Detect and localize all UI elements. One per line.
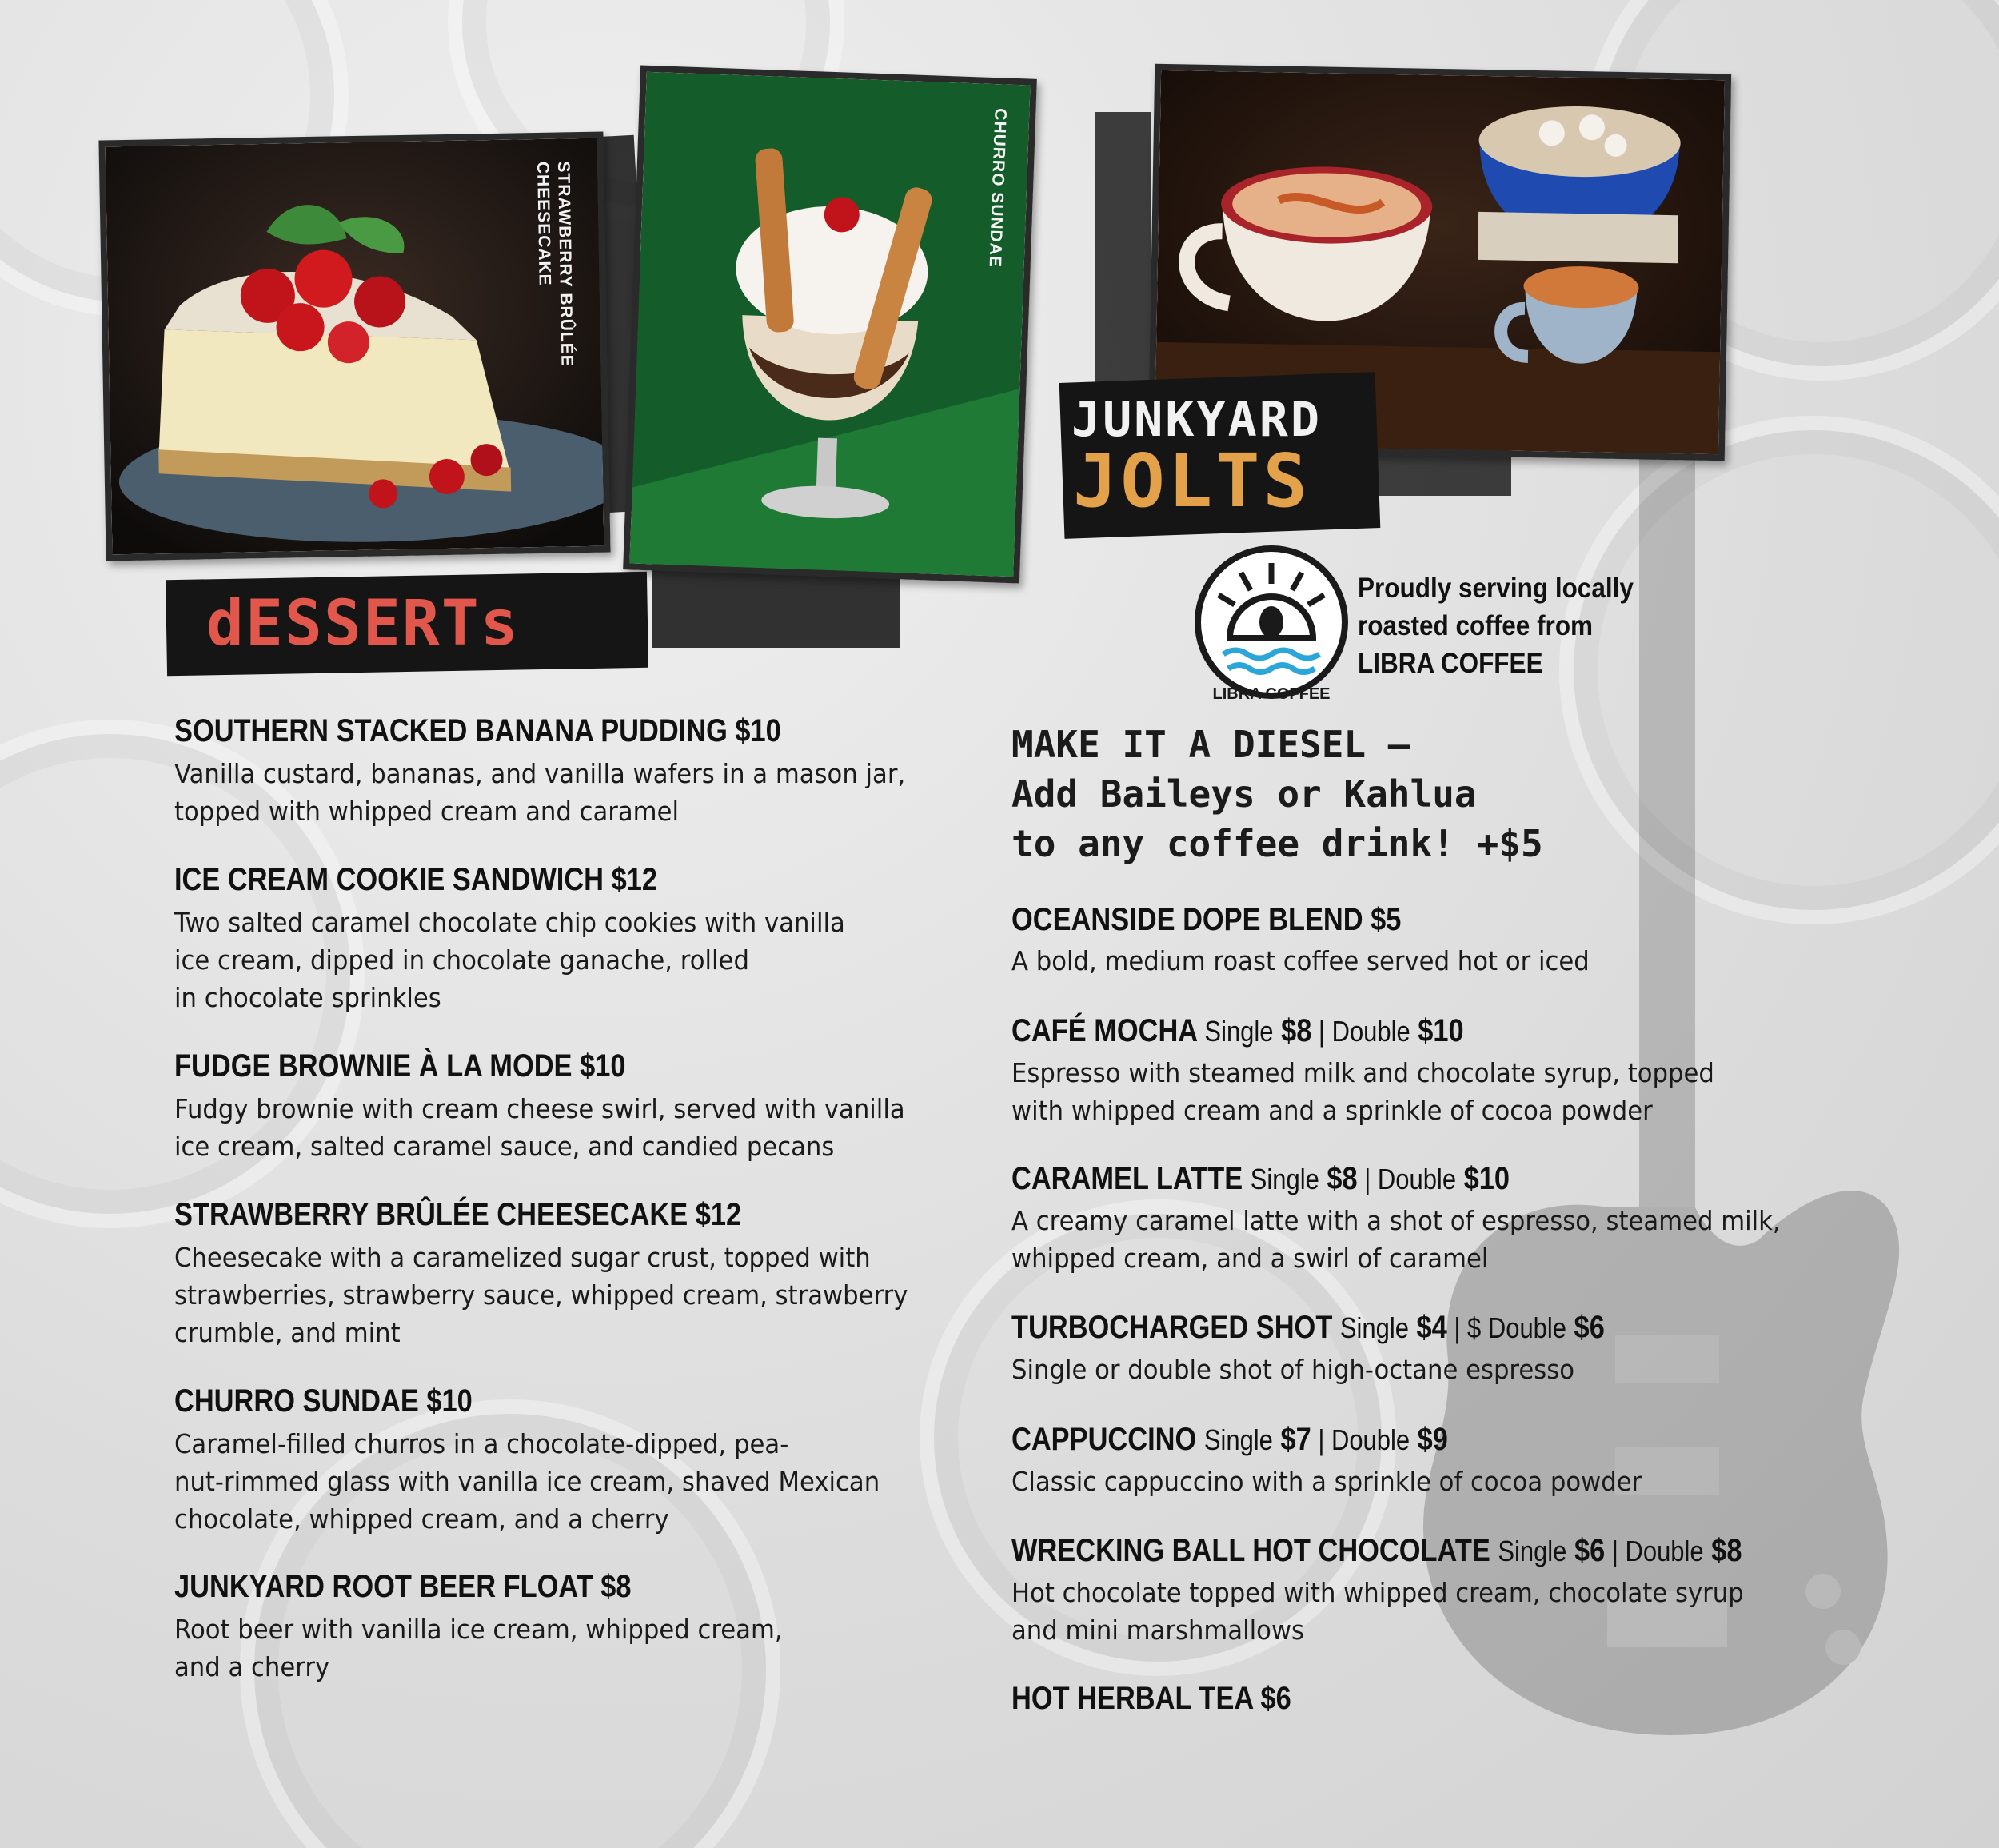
- coffee-item-desc: [1011, 942, 1590, 980]
- dessert-item-name: CHURRO SUNDAE $10: [174, 1383, 473, 1419]
- single-label: Single: [1498, 1535, 1567, 1567]
- cheesecake-photo-caption: [532, 161, 577, 367]
- coffee-item-desc: [1011, 1054, 1714, 1129]
- desc-line: strawberries, strawberry sauce, whipped cream, strawberry: [174, 1279, 908, 1311]
- desc-line: whipped cream, and a swirl of caramel: [1011, 1243, 1489, 1274]
- coffee-item-desc: [1011, 1351, 1574, 1388]
- coffee-item-name: [1011, 1310, 1605, 1346]
- single-price: $6: [1574, 1533, 1606, 1568]
- churro-sundae-photo: [623, 66, 1037, 584]
- item-title: TURBOCHARGED SHOT: [1011, 1310, 1333, 1345]
- coffee-item-name: [1011, 1422, 1448, 1458]
- coffee-item-name: [1011, 1013, 1464, 1049]
- desc-line: crumble, and mint: [174, 1317, 401, 1348]
- double-label: Double: [1331, 1423, 1410, 1456]
- dessert-item-desc: [174, 904, 845, 1016]
- coffee-item-desc: [1011, 1574, 1744, 1649]
- desc-line: Single or double shot of high-octane espresso: [1011, 1354, 1575, 1385]
- dessert-item-name: ICE CREAM COOKIE SANDWICH $12: [174, 862, 657, 897]
- desc-line: Classic cappuccino with a sprinkle of cocoa powder: [1011, 1466, 1642, 1497]
- splatter-decoration: [1095, 112, 1151, 384]
- double-price: $8: [1711, 1533, 1742, 1568]
- promo-line: Add Baileys or Kahlua: [1011, 772, 1477, 816]
- single-label: Single: [1250, 1163, 1319, 1195]
- desc-line: chocolate, whipped cream, and a cherry: [174, 1503, 669, 1535]
- coffee-item-name: HOT HERBAL TEA $6: [1011, 1681, 1291, 1716]
- dessert-item-desc: [174, 1239, 908, 1351]
- double-price: $6: [1574, 1310, 1605, 1345]
- desc-line: ice cream, salted caramel sauce, and candied pecans: [174, 1131, 835, 1162]
- double-label: Double: [1625, 1535, 1704, 1567]
- item-title: CAFÉ MOCHA: [1011, 1013, 1197, 1048]
- coffee-item-name: [1011, 1533, 1742, 1569]
- desc-line: nut-rimmed glass with vanilla ice cream, shaved Mexican: [174, 1466, 880, 1497]
- desc-line: Fudgy brownie with cream cheese swirl, served with vanilla: [174, 1093, 905, 1124]
- price-separator: |: [1611, 1535, 1618, 1567]
- promo-line: MAKE IT A DIESEL –: [1011, 723, 1410, 766]
- libra-coffee-logo: [1191, 542, 1351, 710]
- item-title: CAPPUCCINO: [1011, 1422, 1197, 1457]
- price-separator: |: [1364, 1163, 1371, 1195]
- item-title: WRECKING BALL HOT CHOCOLATE: [1011, 1533, 1490, 1568]
- single-price: $7: [1280, 1422, 1311, 1457]
- desc-line: Vanilla custard, bananas, and vanilla wafers in a mason jar,: [174, 758, 906, 789]
- libra-logo-text: LIBRA COFFEE: [1212, 685, 1331, 703]
- jolts-title-line2: JOLTS: [1073, 438, 1311, 524]
- dessert-item-desc: [174, 1611, 783, 1686]
- price-separator: |: [1318, 1015, 1325, 1048]
- dessert-item-desc: [174, 755, 905, 830]
- dessert-item-desc: [174, 1090, 905, 1165]
- promo-line: to any coffee drink! +$5: [1011, 822, 1543, 865]
- double-price: $10: [1463, 1161, 1510, 1196]
- jolts-title-line1: JUNKYARD: [1071, 392, 1322, 448]
- desc-line: A creamy caramel latte with a shot of espresso, steamed milk,: [1011, 1205, 1781, 1236]
- coffee-item-desc: [1011, 1463, 1642, 1500]
- desc-line: Caramel-filled churros in a chocolate-dipped, pea-: [174, 1428, 789, 1459]
- caption-line: CHEESECAKE: [533, 161, 554, 286]
- sundae-photo-caption: CHURRO SUNDAE: [985, 107, 1010, 269]
- double-label: Double: [1331, 1015, 1410, 1048]
- desc-line: Root beer with vanilla ice cream, whipped cream,: [174, 1614, 783, 1645]
- dessert-item-desc: [174, 1425, 880, 1538]
- desc-line: with whipped cream and a sprinkle of cocoa powder: [1011, 1095, 1653, 1126]
- price-separator: |: [1318, 1423, 1325, 1456]
- double-label: $ Double: [1467, 1311, 1566, 1344]
- desc-line: topped with whipped cream and caramel: [174, 796, 679, 827]
- single-price: $8: [1281, 1013, 1312, 1048]
- double-price: $9: [1417, 1422, 1448, 1457]
- dessert-item-name: STRAWBERRY BRÛLÉE CHEESECAKE $12: [174, 1197, 742, 1232]
- single-label: Single: [1203, 1423, 1273, 1456]
- desc-line: Espresso with steamed milk and chocolate syrup, topped: [1011, 1057, 1714, 1088]
- cheesecake-photo: [98, 132, 610, 561]
- desc-line: Cheesecake with a caramelized sugar crust, topped with: [174, 1242, 871, 1273]
- single-price: $4: [1416, 1310, 1447, 1345]
- coffee-item-name: [1011, 1161, 1510, 1197]
- libra-tagline-line: LIBRA COFFEE: [1358, 648, 1543, 679]
- item-title: CARAMEL LATTE: [1011, 1161, 1243, 1196]
- coffee-item-name: OCEANSIDE DOPE BLEND $5: [1011, 902, 1402, 937]
- desc-line: ice cream, dipped in chocolate ganache, rolled: [174, 944, 749, 976]
- diesel-promo: [1011, 720, 1543, 868]
- desc-line: and mini marshmallows: [1011, 1615, 1305, 1646]
- libra-tagline-line: Proudly serving locally: [1358, 573, 1634, 604]
- price-separator: |: [1454, 1311, 1461, 1344]
- single-label: Single: [1339, 1311, 1409, 1344]
- desc-line: Two salted caramel chocolate chip cookies with vanilla: [174, 907, 845, 938]
- desc-line: Hot chocolate topped with whipped cream, chocolate syrup: [1011, 1577, 1744, 1608]
- single-label: Single: [1204, 1015, 1274, 1048]
- desc-line: A bold, medium roast coffee served hot or iced: [1011, 945, 1590, 976]
- single-price: $8: [1327, 1161, 1358, 1196]
- coffee-item-desc: [1011, 1202, 1781, 1277]
- double-price: $10: [1418, 1013, 1464, 1048]
- libra-tagline-line: roasted coffee from: [1358, 610, 1594, 641]
- desserts-title: dESSERTs: [206, 588, 520, 660]
- desc-line: in chocolate sprinkles: [174, 982, 441, 1013]
- dessert-item-name: SOUTHERN STACKED BANANA PUDDING $10: [174, 713, 781, 748]
- desc-line: and a cherry: [174, 1651, 330, 1682]
- double-label: Double: [1377, 1163, 1457, 1195]
- dessert-item-name: FUDGE BROWNIE À LA MODE $10: [174, 1048, 626, 1084]
- caption-line: STRAWBERRY BRÛLÉE: [553, 161, 577, 367]
- dessert-item-name: JUNKYARD ROOT BEER FLOAT $8: [174, 1569, 632, 1604]
